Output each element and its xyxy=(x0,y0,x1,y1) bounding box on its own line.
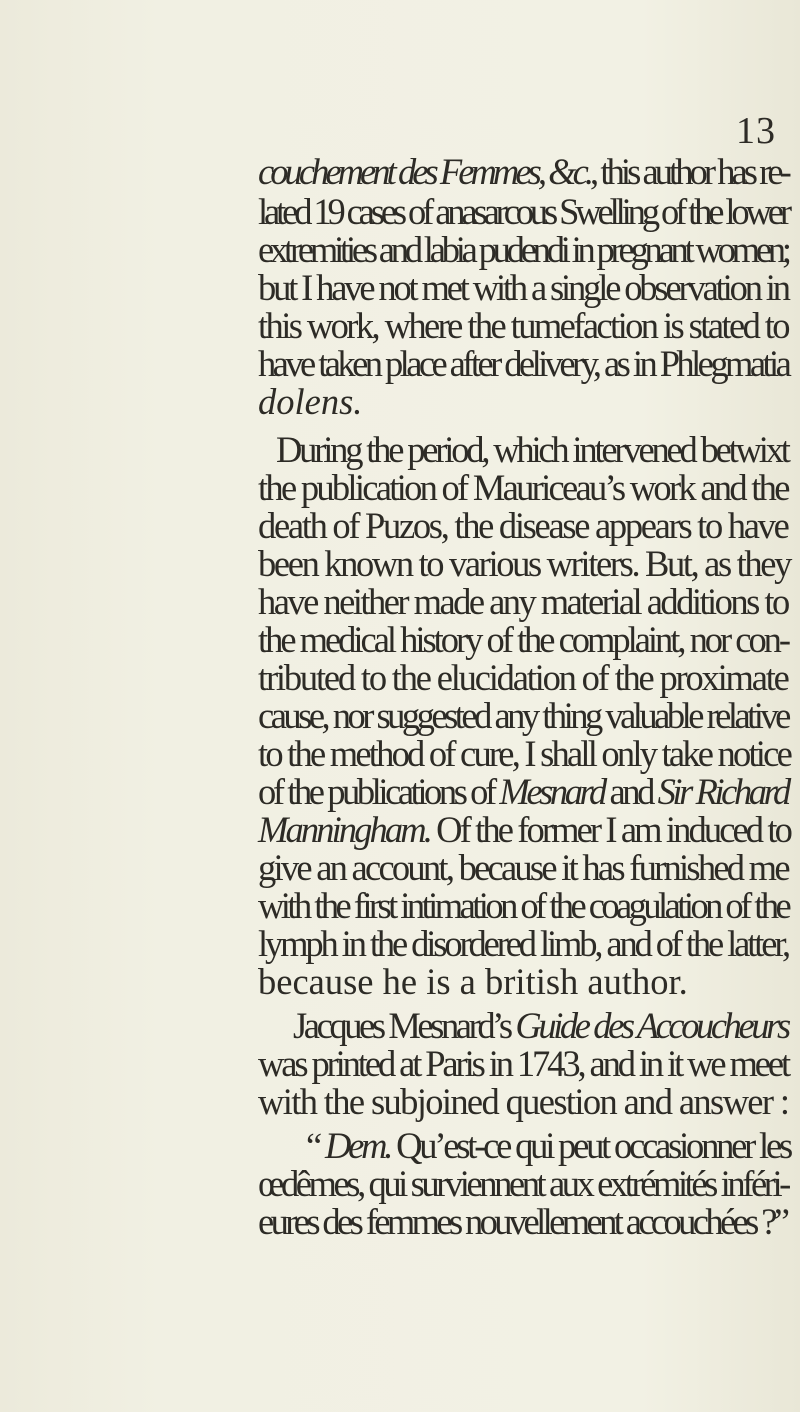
text-segment: give an account, because it has furnished me xyxy=(258,847,788,888)
text-line xyxy=(258,733,790,774)
text-line xyxy=(258,581,788,622)
text-segment: but I have not met with a single observation in xyxy=(258,267,788,308)
text-line xyxy=(258,1081,789,1122)
text-segment: cause, nor suggested any thing valuable relative xyxy=(258,695,788,736)
text-line xyxy=(258,885,789,926)
text-line xyxy=(258,1201,787,1242)
text-segment: because he is a british author. xyxy=(258,961,688,1002)
text-segment: have neither made any material additions to xyxy=(258,581,788,622)
text-line xyxy=(258,809,790,850)
text-line xyxy=(258,343,789,384)
text-segment: the medical history of the complaint, nor con- xyxy=(258,619,789,660)
text-line xyxy=(258,151,788,192)
text-segment: During the period, which intervened betwixt xyxy=(276,429,788,470)
italic-text: couchement des Femmes, &c. xyxy=(258,151,591,192)
text-line xyxy=(258,771,788,812)
text-line xyxy=(258,229,788,270)
text-line xyxy=(258,467,788,508)
text-segment: “ xyxy=(306,1125,325,1166)
text-line xyxy=(258,657,788,698)
text-segment: Of the former I am induced to xyxy=(429,809,790,850)
text-line xyxy=(276,429,788,470)
italic-text: dolens. xyxy=(258,381,363,422)
text-segment: the publication of Mauriceau’s work and the xyxy=(258,467,788,508)
italic-text: Sir Richard xyxy=(657,771,788,812)
text-segment: eures des femmes nouvellement accouchées ?” xyxy=(258,1201,787,1242)
text-line xyxy=(258,191,788,232)
italic-text: Dem. xyxy=(324,1125,391,1166)
text-segment: of the publications of xyxy=(258,771,500,812)
text-line xyxy=(293,1005,788,1046)
text-line xyxy=(258,961,688,1002)
text-line xyxy=(258,1043,789,1084)
text-line xyxy=(258,543,790,584)
text-line xyxy=(306,1125,790,1166)
text-segment: to the method of cure, I shall only take notice xyxy=(258,733,790,774)
text-segment: extremities and labia pudendi in pregnant women; xyxy=(258,229,788,270)
italic-text: Manningham. xyxy=(258,809,430,850)
text-segment: and xyxy=(603,771,658,812)
text-segment: tributed to the elucidation of the proximate xyxy=(258,657,788,698)
page-number: 13 xyxy=(736,110,776,152)
text-segment: lymph in the disordered limb, and of the latter, xyxy=(258,923,788,964)
text-segment: lated 19 cases of anasarcous Swelling of the lower xyxy=(258,191,788,232)
text-line xyxy=(258,305,788,346)
text-segment: œdêmes, qui surviennent aux extrémités inféri- xyxy=(258,1163,788,1204)
text-line xyxy=(258,381,363,422)
italic-text: Mesnard xyxy=(499,771,604,812)
text-segment: been known to various writers. But, as they xyxy=(258,543,790,584)
text-line xyxy=(258,695,788,736)
text-segment: Qu’est-ce qui peut occasionner les xyxy=(390,1125,790,1166)
text-segment: with the first intimation of the coagulation of the xyxy=(258,885,789,926)
text-segment: with the subjoined question and answer : xyxy=(258,1081,789,1122)
text-line xyxy=(258,847,788,888)
text-line xyxy=(258,1163,788,1204)
text-line xyxy=(258,619,789,660)
text-segment: , this author has re- xyxy=(590,151,788,192)
text-line xyxy=(258,267,788,308)
text-segment: death of Puzos, the disease appears to have xyxy=(258,505,788,546)
text-segment: have taken place after delivery, as in Phlegmatia xyxy=(258,343,789,384)
text-line xyxy=(258,505,788,546)
text-segment: Jacques Mesnard’s xyxy=(293,1005,516,1046)
text-segment: this work, where the tumefaction is stated to xyxy=(258,305,788,346)
text-segment: was printed at Paris in 1743, and in it we meet xyxy=(258,1043,789,1084)
text-line xyxy=(258,923,788,964)
italic-text: Guide des Accoucheurs xyxy=(515,1005,788,1046)
